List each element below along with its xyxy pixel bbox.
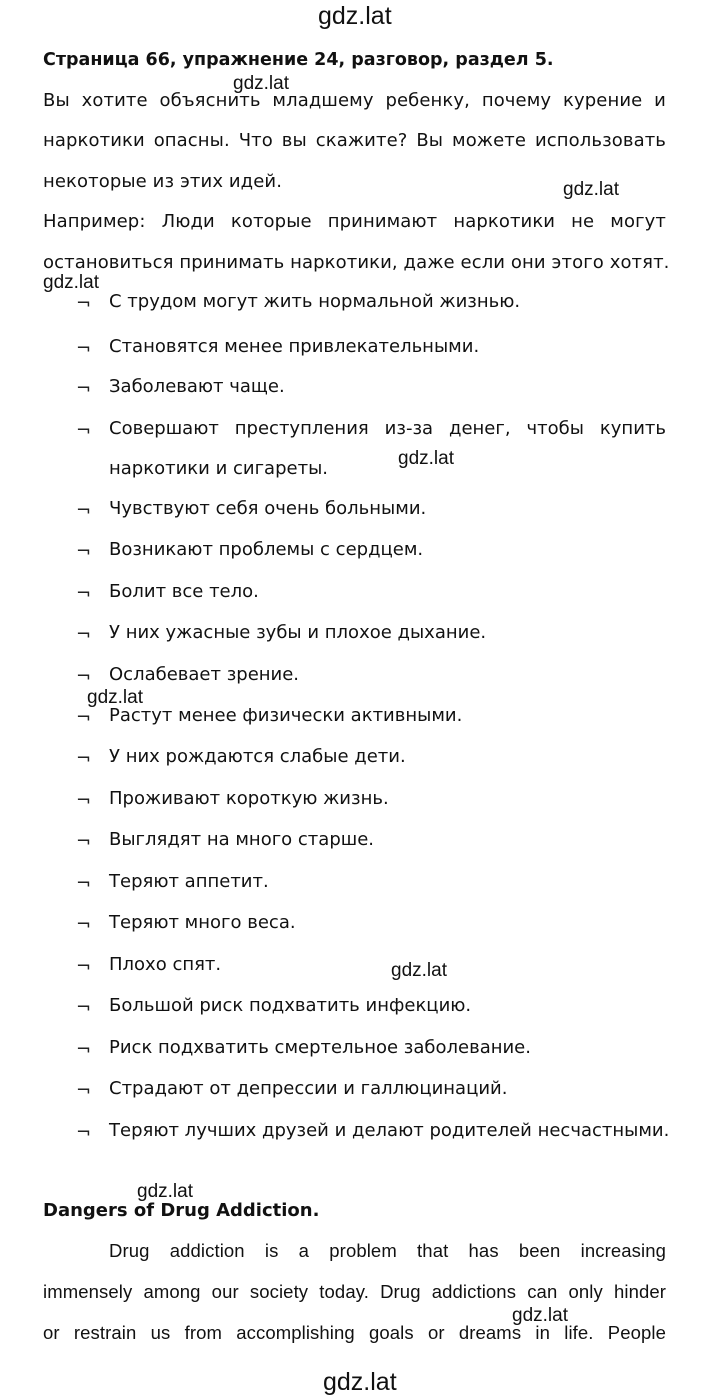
bullet-mark-icon: ¬ bbox=[76, 666, 92, 687]
essay-title: Dangers of Drug Addiction. bbox=[43, 1200, 320, 1221]
list-item: Растут менее физически активными. bbox=[109, 705, 463, 726]
list-item: Болит все тело. bbox=[109, 581, 259, 602]
list-item: Становятся менее привлекательными. bbox=[109, 336, 480, 357]
list-item: Теряют аппетит. bbox=[109, 871, 269, 892]
list-item: Чувствуют себя очень больными. bbox=[109, 498, 427, 519]
bullet-mark-icon: ¬ bbox=[76, 956, 92, 977]
watermark: gdz.lat bbox=[233, 73, 289, 94]
intro-line: Вы хотите объяснить младшему ребенку, почему курение и bbox=[43, 90, 666, 111]
list-item: Риск подхватить смертельное заболевание. bbox=[109, 1037, 531, 1058]
bullet-mark-icon: ¬ bbox=[76, 748, 92, 769]
list-item: Теряют много веса. bbox=[109, 912, 296, 933]
list-item: С трудом могут жить нормальной жизнью. bbox=[109, 291, 521, 312]
bullet-mark-icon: ¬ bbox=[76, 1080, 92, 1101]
bullet-mark-icon: ¬ bbox=[76, 624, 92, 645]
list-item: У них рождаются слабые дети. bbox=[109, 746, 406, 767]
bullet-mark-icon: ¬ bbox=[76, 914, 92, 935]
watermark: gdz.lat bbox=[398, 448, 454, 469]
list-item: Заболевают чаще. bbox=[109, 376, 285, 397]
bullet-mark-icon: ¬ bbox=[76, 1039, 92, 1060]
bullet-mark-icon: ¬ bbox=[76, 1122, 92, 1143]
list-item-continuation: наркотики и сигареты. bbox=[109, 458, 329, 479]
list-item: Проживают короткую жизнь. bbox=[109, 788, 389, 809]
intro-line: Например: Люди которые принимают наркотики не могут bbox=[43, 211, 666, 232]
list-item: Большой риск подхватить инфекцию. bbox=[109, 995, 472, 1016]
watermark: gdz.lat bbox=[563, 179, 619, 200]
bullet-mark-icon: ¬ bbox=[76, 831, 92, 852]
list-item: Выглядят на много старше. bbox=[109, 829, 375, 850]
page-heading: Страница 66, упражнение 24, разговор, раздел 5. bbox=[43, 50, 554, 70]
bullet-mark-icon: ¬ bbox=[76, 338, 92, 359]
watermark: gdz.lat bbox=[391, 960, 447, 981]
list-item: Плохо спят. bbox=[109, 954, 222, 975]
bullet-mark-icon: ¬ bbox=[76, 293, 92, 314]
intro-line: некоторые из этих идей. bbox=[43, 171, 283, 192]
intro-line: остановиться принимать наркотики, даже если они этого хотят. bbox=[43, 252, 670, 273]
intro-line: наркотики опасны. Что вы скажите? Вы можете использовать bbox=[43, 130, 666, 151]
bullet-mark-icon: ¬ bbox=[76, 873, 92, 894]
watermark-top: gdz.lat bbox=[318, 2, 392, 30]
list-item: У них ужасные зубы и плохое дыхание. bbox=[109, 622, 487, 643]
watermark: gdz.lat bbox=[137, 1181, 193, 1202]
bullet-mark-icon: ¬ bbox=[76, 997, 92, 1018]
essay-line: Drug addiction is a problem that has been increasing bbox=[109, 1240, 666, 1261]
bullet-mark-icon: ¬ bbox=[76, 378, 92, 399]
bullet-mark-icon: ¬ bbox=[76, 790, 92, 811]
list-item: Совершают преступления из-за денег, чтобы купить bbox=[109, 418, 666, 439]
list-item: Страдают от депрессии и галлюцинаций. bbox=[109, 1078, 508, 1099]
list-item: Теряют лучших друзей и делают родителей несчастными. bbox=[109, 1120, 670, 1141]
bullet-mark-icon: ¬ bbox=[76, 420, 92, 441]
watermark-bottom: gdz.lat bbox=[323, 1368, 397, 1396]
essay-line: immensely among our society today. Drug addictions can only hinder bbox=[43, 1281, 666, 1302]
list-item: Ослабевает зрение. bbox=[109, 664, 300, 685]
bullet-mark-icon: ¬ bbox=[76, 541, 92, 562]
essay-line: or restrain us from accomplishing goals or dreams in life. People bbox=[43, 1322, 666, 1343]
watermark: gdz.lat bbox=[43, 272, 99, 293]
bullet-mark-icon: ¬ bbox=[76, 583, 92, 604]
bullet-mark-icon: ¬ bbox=[76, 500, 92, 521]
bullet-mark-icon: ¬ bbox=[76, 707, 92, 728]
list-item: Возникают проблемы с сердцем. bbox=[109, 539, 424, 560]
watermark: gdz.lat bbox=[87, 687, 143, 708]
watermark: gdz.lat bbox=[512, 1305, 568, 1326]
